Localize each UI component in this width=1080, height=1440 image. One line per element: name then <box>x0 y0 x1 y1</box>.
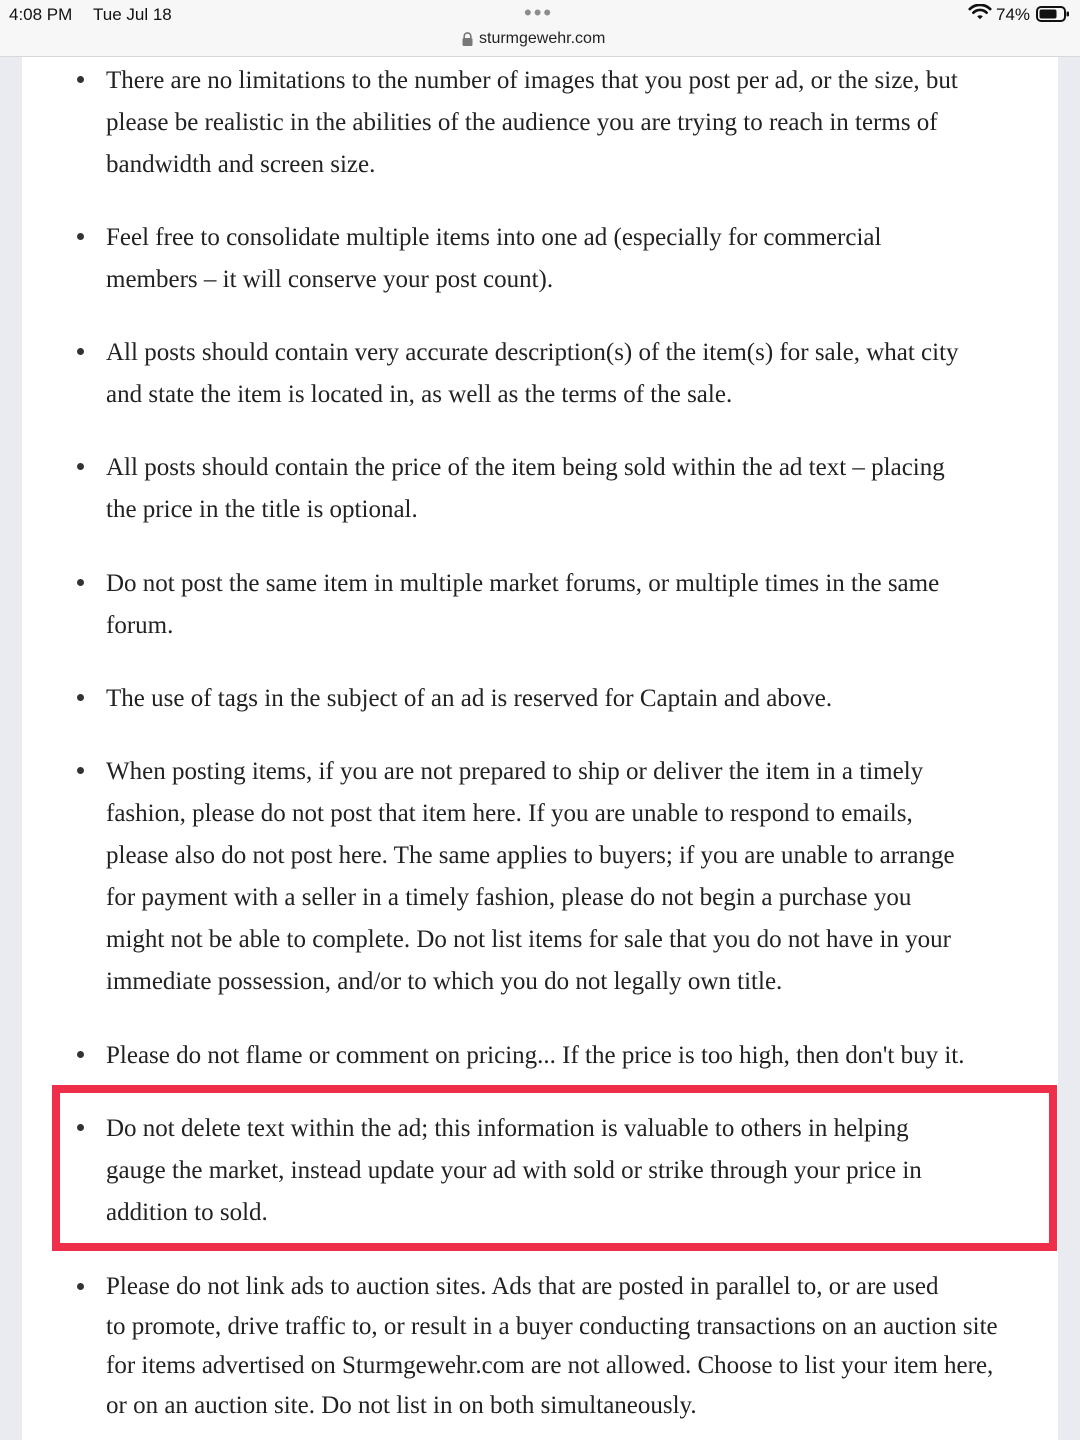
bullet-icon <box>77 694 84 701</box>
browser-chrome <box>0 0 1080 57</box>
red-highlight-box <box>52 1085 1057 1251</box>
rule-text: There are no limitations to the number of images that you post per ad, or the size, but please be realistic in the abilities of the audience you are trying to reach in terms of bandwidth and screen size. <box>106 67 958 178</box>
rule-text: Do not post the same item in multiple market forums, or multiple times in the same forum. <box>106 570 940 639</box>
bullet-icon <box>77 348 84 355</box>
rule-text: All posts should contain very accurate description(s) of the item(s) for sale, what city and state the item is located in, as well as the terms of the sale. <box>106 339 959 408</box>
lock-icon <box>460 31 475 47</box>
url-text: sturmgewehr.com <box>479 30 606 47</box>
rule-text: Please do not link ads to auction sites. Ads that are posted in parallel to, or are used to promote, drive traffic to, or result in a buyer conducting transactions on an auction site for items advertised on Sturmgewehr.com are not allowed. Choose to list your item here, or on an auction site. Do not list in on both simultaneously. <box>106 1273 998 1419</box>
bullet-icon <box>77 579 84 586</box>
bullet-icon <box>77 76 84 83</box>
rule-text: Feel free to consolidate multiple items into one ad (especially for commercial members – it will conserve your post count). <box>106 224 882 293</box>
bullet-icon <box>77 1283 84 1290</box>
rule-text: When posting items, if you are not prepared to ship or deliver the item in a timely fashion, please do not post that item here. If you are unable to respond to emails, please also do not post here. The same applies to buyers; if you are unable to arrange for payment with a seller in a timely fashion, please do not begin a purchase you might not be able to complete. Do not list items for sale that you do not have in your immediate possession, and/or to which you do not legally own title. <box>106 758 955 995</box>
battery-percent: 74% <box>996 5 1031 24</box>
rule-text: All posts should contain the price of the item being sold within the ad text – placing the price in the title is optional. <box>106 454 945 523</box>
bullet-icon <box>77 1051 84 1058</box>
bullet-icon <box>77 767 84 774</box>
battery-icon <box>1036 5 1070 23</box>
status-date: Tue Jul 18 <box>93 5 172 24</box>
address-bar[interactable] <box>460 28 605 50</box>
rule-text: Please do not flame or comment on pricing... If the price is too high, then don't buy it. <box>106 1042 965 1069</box>
status-time: 4:08 PM <box>9 5 73 24</box>
more-dots-icon[interactable]: ••• <box>524 0 554 25</box>
bullet-icon <box>77 233 84 240</box>
bullet-icon <box>77 463 84 470</box>
wifi-icon <box>968 4 992 22</box>
rule-text: The use of tags in the subject of an ad is reserved for Captain and above. <box>106 685 833 712</box>
rule-text: Do not delete text within the ad; this information is valuable to others in helping gauge the market, instead update your ad with sold or strike through your price in addition to sold. <box>106 1115 922 1226</box>
